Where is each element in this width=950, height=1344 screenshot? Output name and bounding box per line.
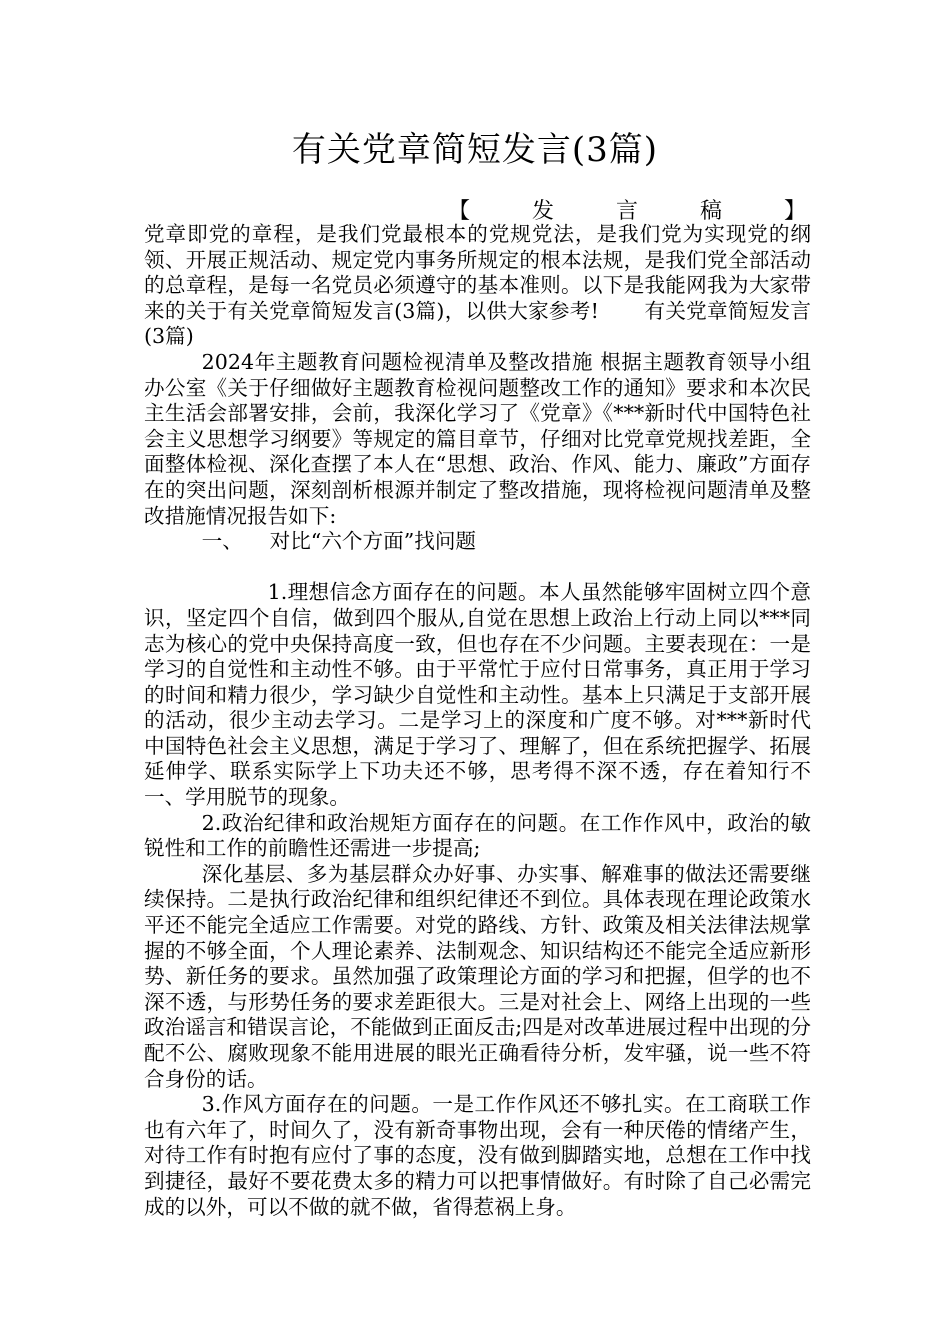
- section-label-char-2: 言: [615, 199, 638, 224]
- document-body: [144, 222, 811, 1220]
- blank-line: [144, 555, 811, 581]
- paragraph-1: 2024年主题教育问题检视清单及整改措施 根据主题教育领导小组办公室《关于仔细做好主题教育检视问题整改工作的通知》要求和本次民主生活会部署安排，会前，我深化学习了《党章》《***新时代中国特色社会主义思想学习纲要》等规定的篇目章节，仔细对比党章党规找差距，全面整体检视、深化查摆了本人在“思想、政治、作风、能力、廉政”方面存在的突出问题，深刻剖析根源并制定了整改措施，现将检视问题清单及整改措施情况报告如下:: [144, 349, 811, 528]
- intro-paragraph: [144, 222, 811, 350]
- section-label-char-3: 稿: [699, 199, 722, 224]
- intro-text: 党章即党的章程，是我们党最根本的党规党法，是我们党为实现党的纲领、开展正规活动、规定党内事务所规定的根本法规，是我们党全部活动的总章程，是每一名党员必须遵守的基本准则。以下是我能网我为大家带来的关于有关党章简短发言(3篇)，以供大家参考!: [144, 222, 811, 323]
- intro-subtitle: 有关党章简短发言(3篇): [144, 298, 811, 349]
- heading-1-number: 一、: [201, 529, 243, 554]
- document-title: 有关党章简短发言(3篇): [291, 130, 659, 170]
- paragraph-3: 2.政治纪律和政治规矩方面存在的问题。在工作作风中，政治的敏锐性和工作的前瞻性还需进一步提高;: [144, 810, 811, 861]
- paragraph-2: 1.理想信念方面存在的问题。本人虽然能够牢固树立四个意识，坚定四个自信，做到四个服从,自觉在思想上政治上行动上同以***同志为核心的党中央保持高度一致，但也存在不少问题。主要表现在：一是学习的自觉性和主动性不够。由于平常忙于应付日常事务，真正用于学习的时间和精力很少，学习缺少自觉性和主动性。基本上只满足于支部开展的活动，很少主动去学习。二是学习上的深度和广度不够。对***新时代中国特色社会主义思想，满足于学习了、理解了，但在系统把握学、拓展延伸学、联系实际学上下功夫还不够，思考得不深不透，存在着知行不一、学用脱节的现象。: [144, 580, 811, 810]
- section-label-open-bracket: 【: [448, 199, 471, 224]
- heading-1: [144, 529, 811, 555]
- section-label-char-1: 发: [531, 199, 554, 224]
- section-label-close-bracket: 】: [783, 199, 806, 224]
- paragraph-5: 3.作风方面存在的问题。一是工作作风还不够扎实。在工商联工作也有六年了，时间久了，没有新奇事物出现，会有一种厌倦的情绪产生，对待工作有时抱有应付了事的态度，没有做到脚踏实地，总想在工作中找到捷径，最好不要花费太多的精力可以把事情做好。有时除了自己必需完成的以外，可以不做的就不做，省得惹祸上身。: [144, 1092, 811, 1219]
- heading-1-text: 对比“六个方面”找问题: [269, 529, 477, 554]
- paragraph-4: 深化基层、多为基层群众办好事、办实事、解难事的做法还需要继续保持。二是执行政治纪律和组织纪律还不到位。具体表现在理论政策水平还不能完全适应工作需要。对党的路线、方针、政策及相关法律法规掌握的不够全面，个人理论素养、法制观念、知识结构还不能完全适应新形势、新任务的要求。虽然加强了政策理论方面的学习和把握，但学的也不深不透，与形势任务的要求差距很大。三是对社会上、网络上出现的一些政治谣言和错误言论，不能做到正面反击;四是对改革进展过程中出现的分配不公、腐败现象不能用进展的眼光正确看待分析，发牢骚，说一些不符合身份的话。: [144, 861, 811, 1091]
